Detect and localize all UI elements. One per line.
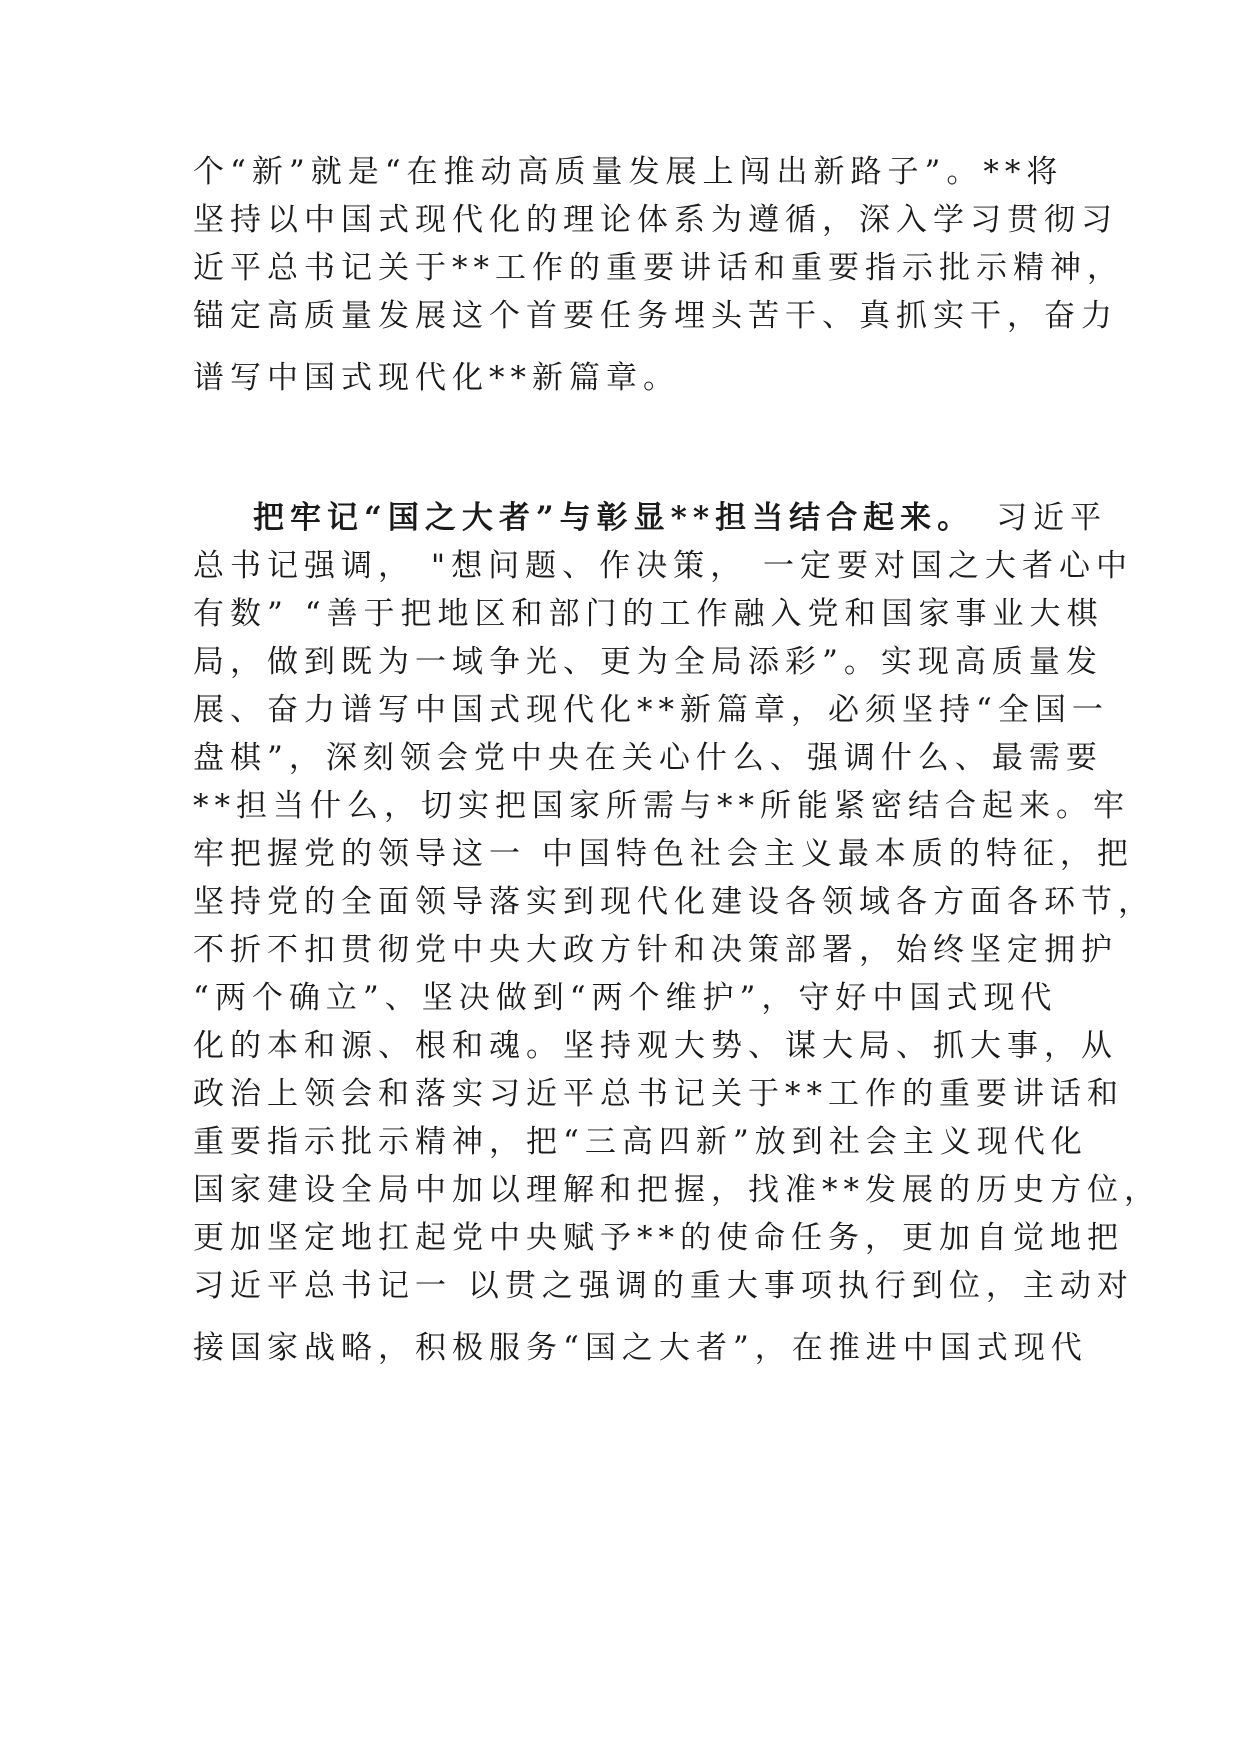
paragraph-line: 盘棋”，深刻领会党中央在关心什么、强调什么、最需要 (193, 740, 1103, 776)
paragraph-first-line (253, 498, 1133, 538)
paragraph-line: 重要指示批示精神，把“三高四新”放到社会主义现代化 (193, 1124, 1088, 1160)
paragraph-line: 谱写中国式现代化**新篇章。 (193, 360, 680, 396)
paragraph-line: 坚持党的全面领导落实到现代化建设各领域各方面各环节， (193, 884, 1155, 920)
paragraph-line: 坚持以中国式现代化的理论体系为遵循，深入学习贯彻习 (193, 202, 1118, 238)
paragraph-line: 更加坚定地扛起党中央赋予**的使命任务，更加自觉地把 (193, 1220, 1124, 1256)
paragraph-line: 不折不扣贯彻党中央大政方针和决策部署，始终坚定拥护 (193, 932, 1118, 968)
paragraph-line: 牢把握党的领导这一 中国特色社会主义最本质的特征，把 (193, 836, 1134, 872)
paragraph-line: 锚定高质量发展这个首要任务埋头苦干、真抓实干，奋力 (193, 298, 1118, 334)
paragraph-line: 政治上领会和落实习近平总书记关于**工作的重要讲话和 (193, 1076, 1124, 1112)
heading-trailing-text: 习近平 (996, 500, 1108, 536)
paragraph-line: 展、奋力谱写中国式现代化**新篇章，必须坚持“全国一 (193, 692, 1109, 728)
paragraph-line: 局，做到既为一域争光、更为全局添彩”。实现高质量发 (193, 644, 1103, 680)
paragraph-line: 国家建设全局中加以理解和把握，找准**发展的历史方位， (193, 1172, 1161, 1208)
paragraph-line: 接国家战略，积极服务“国之大者”，在推进中国式现代 (193, 1330, 1088, 1366)
paragraph-line: 总书记强调， "想问题、作决策， 一定要对国之大者心中 (193, 548, 1133, 584)
paragraph-line: 个“新”就是“在推动高质量发展上闯出新路子”。**将 (193, 154, 1064, 190)
paragraph-line: 化的本和源、根和魂。坚持观大势、谋大局、抓大事，从 (193, 1028, 1118, 1064)
paragraph-line: 近平总书记关于**工作的重要讲话和重要指示批示精神， (193, 250, 1124, 286)
paragraph-line: 习近平总书记一 以贯之强调的重大事项执行到位，主动对 (193, 1268, 1134, 1304)
paragraph-line: “两个确立”、坚决做到“两个维护”，守好中国式现代 (193, 980, 1058, 1016)
paragraph-line: 有数” “善于把地区和部门的工作融入党和国家事业大棋 (193, 596, 1104, 632)
section-heading: 把牢记“国之大者”与彰显**担当结合起来。 (253, 500, 975, 536)
paragraph-line: **担当什么，切实把国家所需与**所能紧密结合起来。牢 (193, 788, 1130, 824)
